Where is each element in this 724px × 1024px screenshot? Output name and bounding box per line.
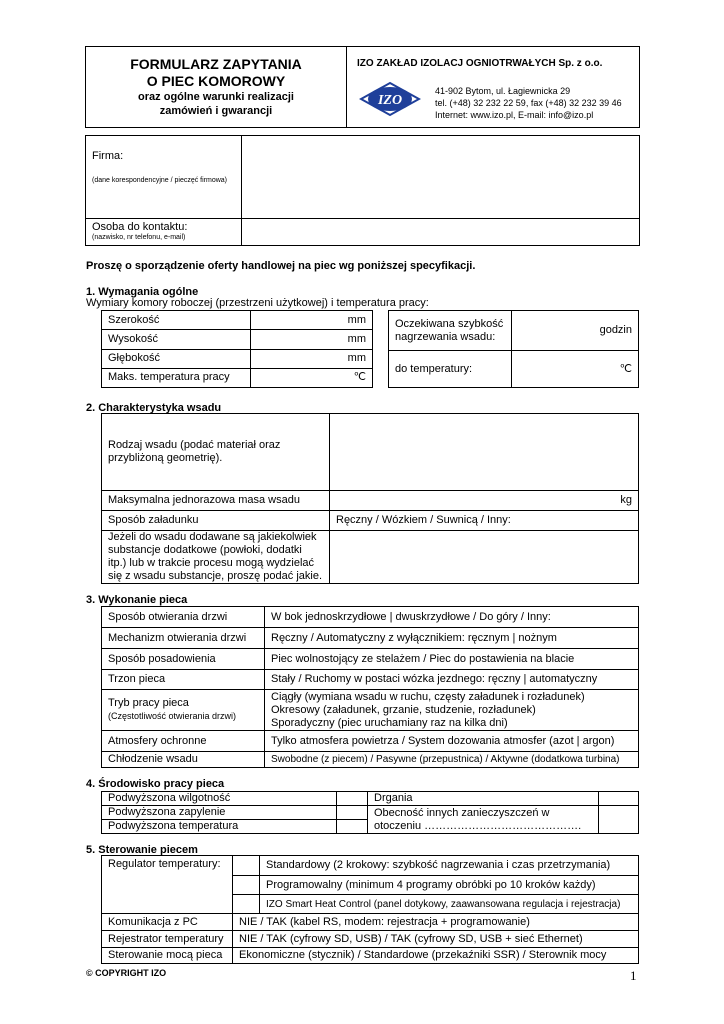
height-input[interactable]: mm (251, 330, 373, 349)
env-other-line2[interactable]: otoczeniu ……………………………………. (374, 819, 582, 832)
charge-mass-label: Maksymalna jednorazowa masa wsadu (102, 491, 330, 511)
charge-table (101, 413, 639, 584)
additives-input[interactable] (330, 531, 639, 584)
door-opening-label: Sposób otwierania drzwi (102, 607, 265, 628)
regulator-check-2[interactable] (233, 876, 260, 895)
company-phone: tel. (+48) 32 232 22 59, fax (+48) 32 232 39 46 (435, 98, 622, 108)
dimensions-table (101, 310, 373, 388)
atmosphere-label: Atmosfery ochronne (102, 731, 265, 752)
env-humidity-check[interactable] (337, 792, 368, 806)
heating-table (388, 310, 639, 388)
copyright: © COPYRIGHT IZO (86, 968, 167, 978)
power-label: Sterowanie mocą pieca (102, 948, 233, 964)
temp-input[interactable]: ℃ (512, 351, 639, 388)
regulator-check-1[interactable] (233, 856, 260, 876)
company-cell (347, 47, 640, 128)
additives-label: Jeżeli do wsadu dodawane są jakiekolwiek substancje dodatkowe (powłoki, dodatki itp.) lub w trakcie procesu mogą wydzielać się z wsadu substancje, proszę podać jakie. (102, 531, 330, 584)
section4-heading: 4. Środowisko pracy pieca (86, 778, 225, 790)
form-title-2: O PIEC KOMOROWY (146, 73, 286, 89)
env-other-line1: Obecność innych zanieczyszczeń w (374, 806, 550, 819)
env-other-check[interactable] (599, 806, 639, 834)
section5-heading: 5. Sterowanie piecem (86, 844, 198, 856)
title-cell (86, 47, 347, 128)
form-title-1: FORMULARZ ZAPYTANIA (130, 56, 302, 72)
form-subtitle-1: oraz ogólne warunki realizacji (138, 91, 294, 103)
recorder-label: Rejestrator temperatury (102, 931, 233, 948)
operating-mode-cell (102, 690, 265, 731)
firm-note: (dane korespondencyjne / pieczęć firmowa) (92, 177, 228, 184)
mounting-label: Sposób posadowienia (102, 649, 265, 670)
speed-input[interactable]: godzin (512, 311, 639, 351)
mounting-options[interactable]: Piec wolnostojący ze stelażem / Piec do postawienia na blacie (265, 649, 639, 670)
temp-label: do temperatury: (389, 351, 512, 388)
env-temp-label: Podwyższona temperatura (102, 820, 337, 834)
company-contact (435, 85, 622, 121)
env-dust-label: Podwyższona zapylenie (102, 806, 337, 820)
door-opening-options[interactable]: W bok jednoskrzydłowe | dwuskrzydłowe / Do góry / Inny: (265, 607, 639, 628)
charge-type-input[interactable] (330, 414, 639, 491)
contact-note: (nazwisko, nr telefonu, e-mail) (92, 234, 186, 241)
charge-type-label: Rodzaj wsadu (podać materiał oraz przybliżoną geometrię). (102, 414, 330, 491)
regulator-label: Regulator temperatury: (102, 856, 233, 914)
section1-desc: Wymiary komory roboczej (przestrzeni użytkowej) i temperatura pracy: (86, 297, 429, 309)
mode-option[interactable]: Okresowy (załadunek, grzanie, studzenie, rozładunek) (271, 703, 536, 716)
control-table (101, 855, 639, 964)
env-humidity-label: Podwyższona wilgotność (102, 792, 337, 806)
contact-input[interactable] (242, 219, 640, 246)
form-subtitle-2: zamówień i gwarancji (159, 105, 273, 117)
section1-heading: 1. Wymagania ogólne (86, 286, 199, 298)
header-table (85, 46, 640, 128)
regulator-option-smart[interactable]: IZO Smart Heat Control (panel dotykowy, zaawansowana regulacja i rejestracja) (260, 895, 639, 914)
door-mechanism-options[interactable]: Ręczny / Automatyczny z wyłącznikiem: ręcznym | nożnym (265, 628, 639, 649)
contact-label-cell (86, 219, 242, 246)
width-input[interactable]: mm (251, 311, 373, 330)
pc-options[interactable]: NIE / TAK (kabel RS, modem: rejestracja + programowanie) (233, 914, 639, 931)
section2-heading: 2. Charakterystyka wsadu (86, 402, 222, 414)
operating-mode-label: Tryb pracy pieca (108, 697, 189, 709)
speed-label: Oczekiwana szybkość nagrzewania wsadu: (389, 311, 512, 351)
env-vibration-label: Drgania (368, 792, 599, 806)
cooling-options[interactable]: Swobodne (z piecem) / Pasywne (przepustnica) / Aktywne (dodatkowa turbina) (265, 752, 639, 768)
izo-logo (359, 81, 421, 121)
environment-table (101, 791, 639, 834)
door-mechanism-label: Mechanizm otwierania drzwi (102, 628, 265, 649)
firm-input[interactable] (242, 136, 640, 219)
env-vibration-check[interactable] (599, 792, 639, 806)
regulator-check-3[interactable] (233, 895, 260, 914)
atmosphere-options[interactable]: Tylko atmosfera powietrza / System dozowania atmosfer (azot | argon) (265, 731, 639, 752)
env-temp-check[interactable] (337, 820, 368, 834)
company-address: 41-902 Bytom, ul. Łagiewnicka 29 (435, 86, 571, 96)
dim-label: Głębokość (102, 349, 251, 368)
section3-heading: 3. Wykonanie pieca (86, 594, 188, 606)
cooling-label: Chłodzenie wsadu (102, 752, 265, 768)
dim-label: Maks. temperatura pracy (102, 368, 251, 387)
depth-input[interactable]: mm (251, 349, 373, 368)
firm-label-cell (86, 136, 242, 219)
max-temp-input[interactable]: ℃ (251, 368, 373, 387)
mode-option[interactable]: Sporadyczny (piec uruchamiany raz na kilka dni) (271, 716, 508, 729)
client-table (85, 135, 640, 246)
recorder-options[interactable]: NIE / TAK (cyfrowy SD, USB) / TAK (cyfrowy SD, USB + sieć Ethernet) (233, 931, 639, 948)
company-internet: Internet: www.izo.pl, E-mail: info@izo.pl (435, 110, 594, 120)
operating-mode-sublabel: (Częstotliwość otwierania drzwi) (108, 711, 237, 721)
dim-label: Wysokość (102, 330, 251, 349)
mode-option[interactable]: Ciągły (wymiana wsadu w ruchu, częsty załadunek i rozładunek) (271, 690, 585, 703)
hearth-options[interactable]: Stały / Ruchomy w postaci wózka jezdnego: ręczny | automatyczny (265, 670, 639, 690)
firm-label: Firma: (92, 150, 124, 162)
intro-text: Proszę o sporządzenie oferty handlowej na piec wg poniższej specyfikacji. (86, 260, 476, 272)
company-name: IZO ZAKŁAD IZOLACJ OGNIOTRWAŁYCH Sp. z o.o. (357, 58, 603, 69)
dim-label: Szerokość (102, 311, 251, 330)
logo-text: IZO (377, 93, 403, 108)
regulator-option-programmable[interactable]: Programowalny (minimum 4 programy obróbki po 10 kroków każdy) (260, 876, 639, 895)
env-dust-check[interactable] (337, 806, 368, 820)
construction-table (101, 606, 639, 768)
regulator-option-standard[interactable]: Standardowy (2 krokowy: szybkość nagrzewania i czas przetrzymania) (260, 856, 639, 876)
power-options[interactable]: Ekonomiczne (stycznik) / Standardowe (przekaźniki SSR) / Sterownik mocy (233, 948, 639, 964)
loading-options[interactable]: Ręczny / Wózkiem / Suwnicą / Inny: (330, 511, 639, 531)
charge-mass-input[interactable]: kg (330, 491, 639, 511)
loading-label: Sposób załadunku (102, 511, 330, 531)
contact-label: Osoba do kontaktu: (92, 221, 188, 233)
env-other-cell (368, 806, 599, 834)
hearth-label: Trzon pieca (102, 670, 265, 690)
operating-mode-options[interactable] (265, 690, 639, 731)
page-number: 1 (630, 968, 637, 983)
pc-label: Komunikacja z PC (102, 914, 233, 931)
